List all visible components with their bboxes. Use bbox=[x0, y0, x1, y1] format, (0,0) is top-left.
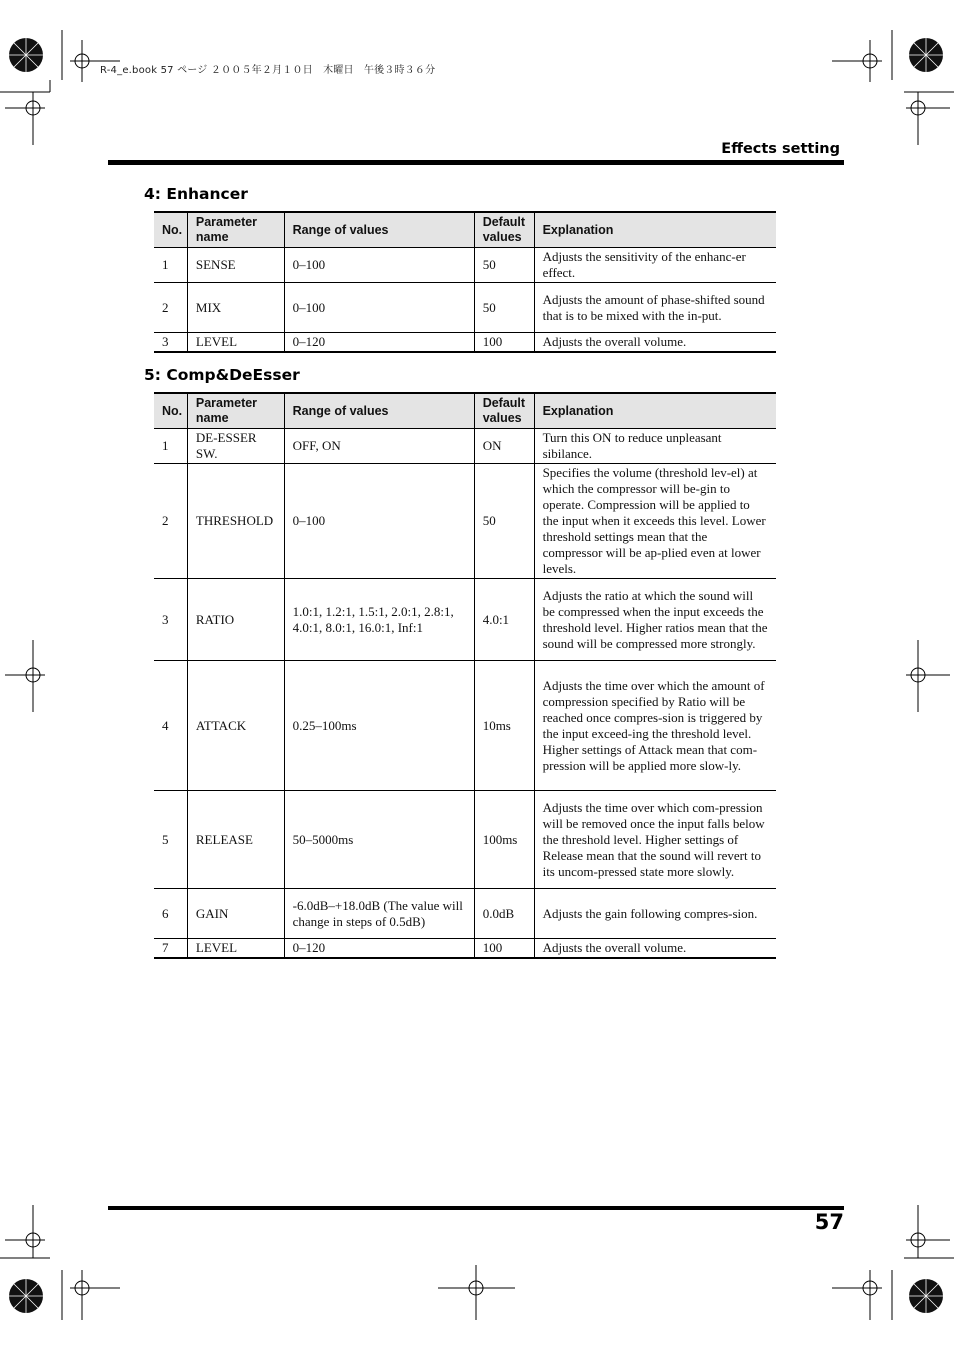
cell-name: THRESHOLD bbox=[187, 464, 284, 579]
section-heading-enhancer: 4: Enhancer bbox=[144, 185, 248, 203]
page-number: 57 bbox=[814, 1210, 844, 1234]
cell-explanation: Adjusts the gain following compres-sion. bbox=[534, 889, 776, 939]
header-rule bbox=[108, 160, 844, 165]
cell-no: 2 bbox=[154, 464, 187, 579]
cell-default: 100ms bbox=[474, 791, 534, 889]
cell-default: 0.0dB bbox=[474, 889, 534, 939]
cell-name: GAIN bbox=[187, 889, 284, 939]
cell-no: 3 bbox=[154, 579, 187, 661]
section-heading-comp-deesser: 5: Comp&DeEsser bbox=[144, 366, 300, 384]
table-row bbox=[154, 889, 776, 939]
cell-default: 100 bbox=[474, 333, 534, 353]
col-header-no: No. bbox=[154, 393, 187, 429]
cell-explanation: Turn this ON to reduce unpleasant sibilance. bbox=[534, 429, 776, 464]
cell-range: 0–120 bbox=[284, 333, 474, 353]
cell-no: 7 bbox=[154, 939, 187, 959]
col-header-range: Range of values bbox=[284, 212, 474, 248]
cell-range: 50–5000ms bbox=[284, 791, 474, 889]
cell-default: 50 bbox=[474, 248, 534, 283]
cell-no: 2 bbox=[154, 283, 187, 333]
col-header-explanation: Explanation bbox=[534, 393, 776, 429]
table-row bbox=[154, 791, 776, 889]
cell-name: LEVEL bbox=[187, 939, 284, 959]
col-header-param: Parameter name bbox=[187, 212, 284, 248]
cell-default: 50 bbox=[474, 283, 534, 333]
cell-name: RATIO bbox=[187, 579, 284, 661]
col-header-range: Range of values bbox=[284, 393, 474, 429]
enhancer-table bbox=[154, 211, 776, 353]
cell-range: 1.0:1, 1.2:1, 1.5:1, 2.0:1, 2.8:1, 4.0:1, 8.0:1, 16.0:1, Inf:1 bbox=[284, 579, 474, 661]
running-header: Effects setting bbox=[721, 141, 840, 157]
cell-explanation: Adjusts the amount of phase-shifted sound that is to be mixed with the in-put. bbox=[534, 283, 776, 333]
cell-default: 50 bbox=[474, 464, 534, 579]
col-header-param: Parameter name bbox=[187, 393, 284, 429]
col-header-explanation: Explanation bbox=[534, 212, 776, 248]
cell-name: DE-ESSER SW. bbox=[187, 429, 284, 464]
cell-name: RELEASE bbox=[187, 791, 284, 889]
cell-no: 5 bbox=[154, 791, 187, 889]
cell-no: 3 bbox=[154, 333, 187, 353]
cell-explanation: Adjusts the sensitivity of the enhanc-er effect. bbox=[534, 248, 776, 283]
cell-no: 1 bbox=[154, 248, 187, 283]
cell-name: SENSE bbox=[187, 248, 284, 283]
table-row bbox=[154, 248, 776, 283]
cell-range: 0–100 bbox=[284, 464, 474, 579]
footer-rule bbox=[108, 1206, 844, 1210]
cell-explanation: Adjusts the overall volume. bbox=[534, 939, 776, 959]
cell-explanation: Adjusts the ratio at which the sound will be compressed when the input exceeds the threshold level. Higher ratios mean that the sound will be compressed more strongly. bbox=[534, 579, 776, 661]
table-row bbox=[154, 939, 776, 959]
comp-deesser-table bbox=[154, 392, 776, 959]
cell-explanation: Adjusts the time over which the amount of compression specified by Ratio will be reached once compres-sion is triggered by the input exceed-ing the threshold level. Higher settings of Attack mean that com-pression will be applied more slow-ly. bbox=[534, 661, 776, 791]
table-row bbox=[154, 579, 776, 661]
cell-default: 100 bbox=[474, 939, 534, 959]
cell-name: MIX bbox=[187, 283, 284, 333]
cell-range: 0–100 bbox=[284, 248, 474, 283]
cell-explanation: Adjusts the time over which com-pression will be removed once the input falls below the threshold level. Higher settings of Release mean that the sound will revert to its uncom-pressed state more slowly. bbox=[534, 791, 776, 889]
cell-default: ON bbox=[474, 429, 534, 464]
cell-range: 0–120 bbox=[284, 939, 474, 959]
table-row bbox=[154, 283, 776, 333]
file-info: R-4_e.book 57 ページ ２００５年２月１０日 木曜日 午後３時３６分 bbox=[100, 65, 436, 76]
cell-range: 0.25–100ms bbox=[284, 661, 474, 791]
cell-range: OFF, ON bbox=[284, 429, 474, 464]
table-row bbox=[154, 464, 776, 579]
table-row bbox=[154, 429, 776, 464]
cell-default: 10ms bbox=[474, 661, 534, 791]
cell-no: 4 bbox=[154, 661, 187, 791]
table-header-row bbox=[154, 212, 776, 248]
cell-explanation: Specifies the volume (threshold lev-el) at which the compressor will be-gin to operate. Compression will be applied to the input when it exceeds this level. Lower threshold settings mean that the compressor will be ap-plied even at lower levels. bbox=[534, 464, 776, 579]
col-header-default: Default values bbox=[474, 393, 534, 429]
cell-range: 0–100 bbox=[284, 283, 474, 333]
table-row bbox=[154, 333, 776, 353]
cell-no: 1 bbox=[154, 429, 187, 464]
col-header-default: Default values bbox=[474, 212, 534, 248]
table-row bbox=[154, 661, 776, 791]
table-header-row bbox=[154, 393, 776, 429]
cell-explanation: Adjusts the overall volume. bbox=[534, 333, 776, 353]
cell-name: LEVEL bbox=[187, 333, 284, 353]
col-header-no: No. bbox=[154, 212, 187, 248]
cell-name: ATTACK bbox=[187, 661, 284, 791]
cell-no: 6 bbox=[154, 889, 187, 939]
cell-default: 4.0:1 bbox=[474, 579, 534, 661]
cell-range: -6.0dB–+18.0dB (The value will change in steps of 0.5dB) bbox=[284, 889, 474, 939]
